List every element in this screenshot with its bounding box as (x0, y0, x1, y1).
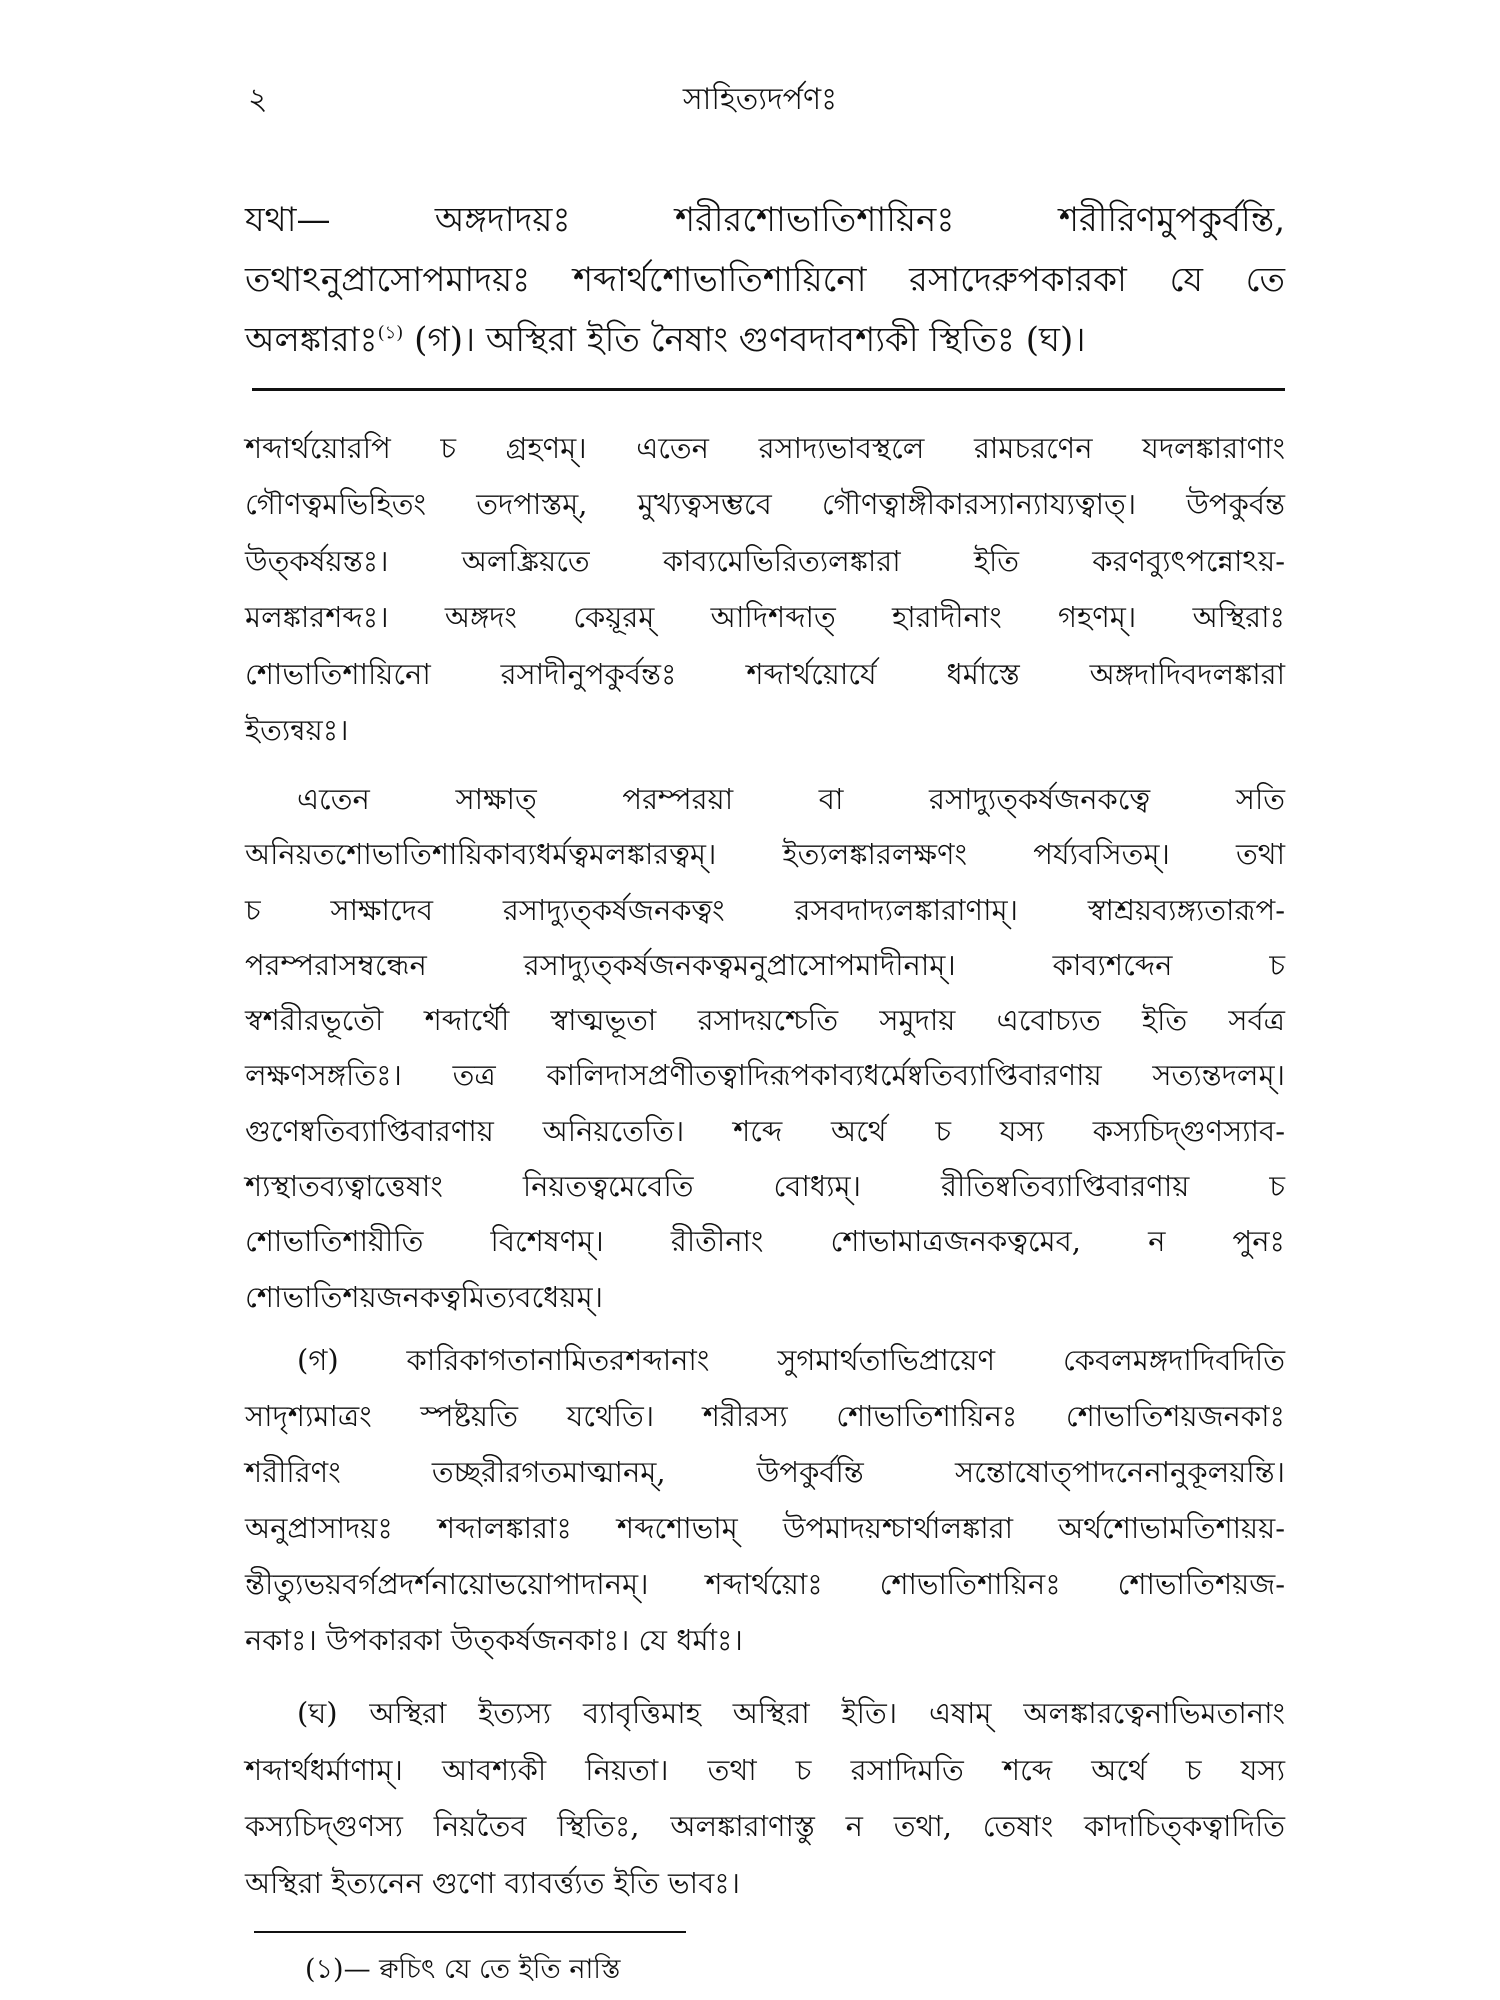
commentary-line: শোভাতিশায়ীতি বিশেষণম্। রীতীনাং শোভামাত্রজনকত্বমেব, ন পুনঃ (245, 1224, 1285, 1259)
running-title: সাহিত্যদর্পণঃ (682, 82, 838, 117)
footnote-divider-rule (254, 1931, 686, 1933)
commentary-paragraph (245, 1332, 1285, 1668)
verse-divider-rule (252, 388, 1285, 391)
commentary-line: শব্দার্থয়োরপি চ গ্রহণম্। এতেন রসাদ্যভাবস্থলে রামচরণেন যদলঙ্কারাণাং (245, 431, 1285, 465)
commentary-line: শ্যস্থাতব্যত্বাত্তেষাং নিয়তত্বমেবেতি বোধ্যম্। রীতিষ্বতিব্যাপ্তিবারণায় চ (245, 1169, 1285, 1204)
footnote: (১)— ক্বচিৎ যে তে ইতি নাস্তি (305, 1954, 621, 1985)
commentary-line: এতেন সাক্ষাত্ পরম্পরয়া বা রসাদ্যুত্কর্ষজনকত্বে সতি (297, 782, 1285, 816)
commentary-line: শোভাতিশায়িনো রসাদীনুপকুর্বন্তঃ শব্দার্থয়োর্যে ধর্মাস্তে অঙ্গদাদিবদলঙ্কারা (245, 656, 1285, 691)
commentary-line: শরীরিণং তচ্ছরীরগতমাত্মানম্, উপকুর্বন্তি সন্তোষোত্পাদনেনানুকূলয়ন্তি। (245, 1455, 1285, 1489)
commentary-line: স্বশরীরভূতৌ শব্দার্থৌ স্বাত্মভূতা রসাদয়শ্চেতি সমুদায় এবোচ্যত ইতি সর্বত্র (245, 1003, 1285, 1038)
verse-line: যথা— অঙ্গদাদয়ঃ শরীরশোভাতিশায়িনঃ শরীরিণমুপকুর্বন্তি, (245, 200, 1285, 240)
verse-text: (গ)। অস্থিরা ইতি নৈষাং গুণবদাবশ্যকী স্থিতিঃ (ঘ)। (403, 320, 1086, 360)
commentary-line: শোভাতিশয়জনকত্বমিত্যবধেয়ম্। (245, 1279, 603, 1314)
commentary-line: (গ) কারিকাগতানামিতরশব্দানাং সুগমার্থতাভিপ্রায়েণ কেবলমঙ্গদাদিবদিতি (297, 1343, 1285, 1377)
commentary-line: গুণেষ্বতিব্যাপ্তিবারণায় অনিয়তেতি। শব্দে অর্থে চ যস্য কস্যচিদ্গুণস্যাব- (245, 1113, 1285, 1148)
commentary-line: ন্তীত্যুভয়বর্গপ্রদর্শনায়োভয়োপাদানম্। শব্দার্থয়োঃ শোভাতিশায়িনঃ শোভাতিশয়জ- (245, 1567, 1285, 1601)
commentary-line: ইত্যন্বয়ঃ। (245, 712, 349, 747)
page-number: ২ (248, 82, 268, 117)
commentary-paragraph (245, 1685, 1285, 1912)
commentary-line: নকাঃ। উপকারকা উত্কর্ষজনকাঃ। যে ধর্মাঃ। (245, 1623, 743, 1657)
commentary-line: লক্ষণসঙ্গতিঃ। তত্র কালিদাসপ্রণীতত্বাদিরূপকাব্যধর্মেষ্বতিব্যাপ্তিবারণায় সত্যন্তদলম্। (245, 1058, 1285, 1093)
verse-line: তথাঽনুপ্রাসোপমাদয়ঃ শব্দার্থশোভাতিশায়িনো রসাদেরুপকারকা যে তে (245, 260, 1285, 300)
commentary-line: পরম্পরাসম্বন্ধেন রসাদ্যুত্কর্ষজনকত্বমনুপ্রাসোপমাদীনাম্। কাব্যশব্দেন চ (245, 947, 1285, 982)
verse-text: অলঙ্কারাঃ (245, 320, 378, 360)
verse-block (245, 190, 1285, 370)
commentary-paragraph (245, 420, 1285, 758)
commentary-line: সাদৃশ্যমাত্রং স্পষ্টয়তি যথেতি। শরীরস্য শোভাতিশায়িনঃ শোভাতিশয়জনকাঃ (245, 1399, 1285, 1433)
commentary-line: অনিয়তশোভাতিশায়িকাব্যধর্মত্বমলঙ্কারত্বম্। ইত্যলঙ্কারলক্ষণং পর্য্যবসিতম্। তথা (245, 837, 1285, 872)
commentary-line: গৌণত্বমভিহিতং তদপাস্তম্, মুখ্যত্বসম্ভবে গৌণত্বাঙ্গীকারস্যান্যায্যত্বাত্। উপকুর্বন্ত (245, 487, 1285, 522)
commentary-line: শব্দার্থধর্মাণাম্। আবশ্যকী নিয়তা। তথা চ রসাদিমতি শব্দে অর্থে চ যস্য (245, 1752, 1285, 1787)
footnote-reference: (১) (377, 322, 404, 344)
commentary-line: অস্থিরা ইত্যনেন গুণো ব্যাবর্ত্ত্যত ইতি ভাবঃ। (245, 1866, 741, 1901)
commentary-line: চ সাক্ষাদেব রসাদ্যুত্কর্ষজনকত্বং রসবদাদ্যলঙ্কারাণাম্। স্বাশ্রয়ব্যঙ্গ্যতারূপ- (245, 892, 1285, 927)
commentary-paragraph (245, 772, 1285, 1325)
commentary-line: কস্যচিদ্গুণস্য নিয়তৈব স্থিতিঃ, অলঙ্কারাণাস্তু ন তথা, তেষাং কাদাচিত্কত্বাদিতি (245, 1809, 1285, 1844)
commentary-line: অনুপ্রাসাদয়ঃ শব্দালঙ্কারাঃ শব্দশোভাম্ উপমাদয়শ্চার্থালঙ্কারা অর্থশোভামতিশায়য়- (245, 1511, 1285, 1545)
commentary-line: (ঘ) অস্থিরা ইত্যস্য ব্যাবৃত্তিমাহ অস্থিরা ইতি। এষাম্ অলঙ্কারত্বেনাভিমতানাং (297, 1696, 1285, 1730)
verse-line (245, 310, 1285, 370)
commentary-line: মলঙ্কারশব্দঃ। অঙ্গদং কেয়ূরম্ আদিশব্দাত্ হারাদীনাং গহণম্। অস্থিরাঃ (245, 600, 1285, 635)
commentary-line: উত্কর্ষয়ন্তঃ। অলঙ্ক্রিয়তে কাব্যমেভিরিত্যলঙ্কারা ইতি করণব্যুৎপন্নোঽয়- (245, 543, 1285, 578)
